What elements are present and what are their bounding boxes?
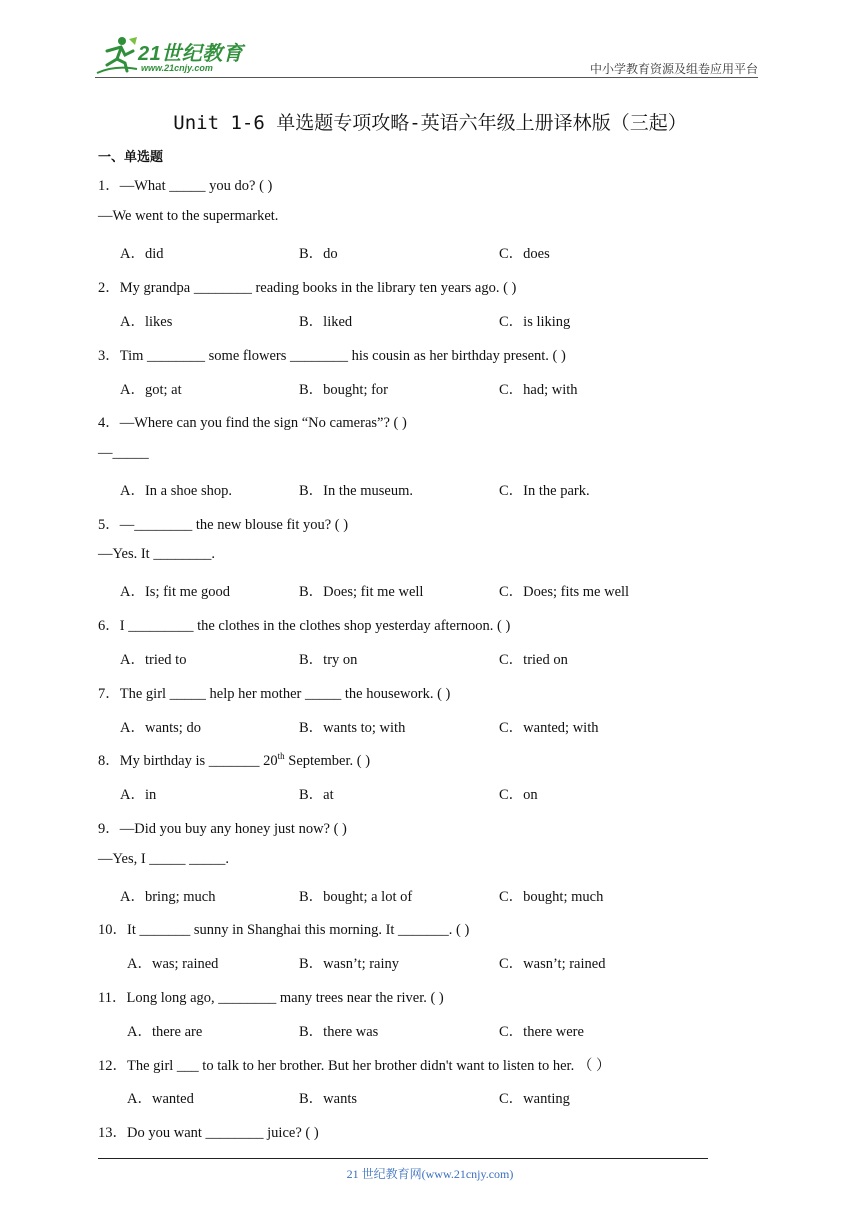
option-b: B．at [299,787,334,803]
option-b: B．bought; a lot of [299,889,413,905]
question-stem: 4．—Where can you find the sign “No cameras”? ( ) [98,415,407,431]
question-stem [98,749,370,770]
option-b: B．Does; fit me well [299,584,424,600]
option-c: C．had; with [499,382,578,398]
page-title: Unit 1-6 单选题专项攻略-英语六年级上册译林版（三起） [173,112,687,134]
page-footer: 21 世纪教育网(www.21cnjy.com) [346,1167,514,1181]
option-c: C．there were [499,1024,584,1040]
option-a: A．Is; fit me good [120,584,230,600]
option-c: C．wanting [499,1091,570,1107]
question-stem: 10．It _______ sunny in Shanghai this morning. It _______. ( ) [98,922,470,938]
question-reply: —Yes. It ________. [98,546,215,562]
option-a: A．In a shoe shop. [120,483,232,499]
question-stem: 1．—What _____ you do? ( ) [98,178,273,194]
option-a: A．wants; do [120,720,201,736]
option-b: B．there was [299,1024,379,1040]
option-b: B．bought; for [299,382,389,398]
option-c: C．In the park. [499,483,590,499]
option-c: C．wanted; with [499,720,599,736]
option-c: C．on [499,787,538,803]
question-stem: 11．Long long ago, ________ many trees near the river. ( ) [98,990,444,1006]
option-a: A．bring; much [120,889,216,905]
page-header [95,33,758,77]
option-c: C．bought; much [499,889,604,905]
logo-url: www.21cnjy.com [141,63,213,73]
option-c: C．does [499,246,550,262]
stem-text: September. ( ) [284,753,371,769]
option-b: B．wants to; with [299,720,406,736]
option-a: A．there are [127,1024,203,1040]
option-a: A．got; at [120,382,182,398]
option-a: A．wanted [127,1091,194,1107]
option-b: B．wasn’t; rainy [299,956,400,972]
question-stem: 3．Tim ________ some flowers ________ his cousin as her birthday present. ( ) [98,348,566,364]
section-heading: 一、单选题 [98,150,164,165]
question-stem: 9．—Did you buy any honey just now? ( ) [98,821,347,837]
header-divider [95,77,758,78]
option-c: C．tried on [499,652,568,668]
option-b: B．do [299,246,338,262]
question-stem: 12．The girl ___ to talk to her brother. But her brother didn't want to listen to her. （ ） [98,1058,611,1074]
option-c: C．Does; fits me well [499,584,630,600]
option-b: B．In the museum. [299,483,413,499]
option-a: A．did [120,246,164,262]
option-c: C．is liking [499,314,571,330]
option-b: B．liked [299,314,353,330]
option-b: B．wants [299,1091,357,1107]
option-c: C．wasn’t; rained [499,956,606,972]
option-a: A．in [120,787,157,803]
runner-logo-icon [95,35,139,75]
stem-text: 8．My birthday is _______ 20 [98,753,278,769]
question-stem: 6．I _________ the clothes in the clothes shop yesterday afternoon. ( ) [98,618,511,634]
logo-text: 21世纪教育 [138,43,244,65]
option-b: B．try on [299,652,358,668]
ordinal-suffix: th [277,751,285,762]
question-stem: 2．My grandpa ________ reading books in the library ten years ago. ( ) [98,280,517,296]
question-reply: —We went to the supermarket. [98,208,279,224]
platform-name: 中小学教育资源及组卷应用平台 [589,62,758,76]
question-stem: 5．—________ the new blouse fit you? ( ) [98,517,349,533]
question-stem: 13．Do you want ________ juice? ( ) [98,1125,319,1141]
site-logo [95,33,265,77]
question-reply: —Yes, I _____ _____. [98,851,230,867]
option-a: A．tried to [120,652,187,668]
option-a: A．likes [120,314,173,330]
footer-divider [98,1158,708,1159]
question-stem: 7．The girl _____ help her mother _____ the housework. ( ) [98,686,451,702]
question-reply: —_____ [98,445,149,461]
option-a: A．was; rained [127,956,219,972]
